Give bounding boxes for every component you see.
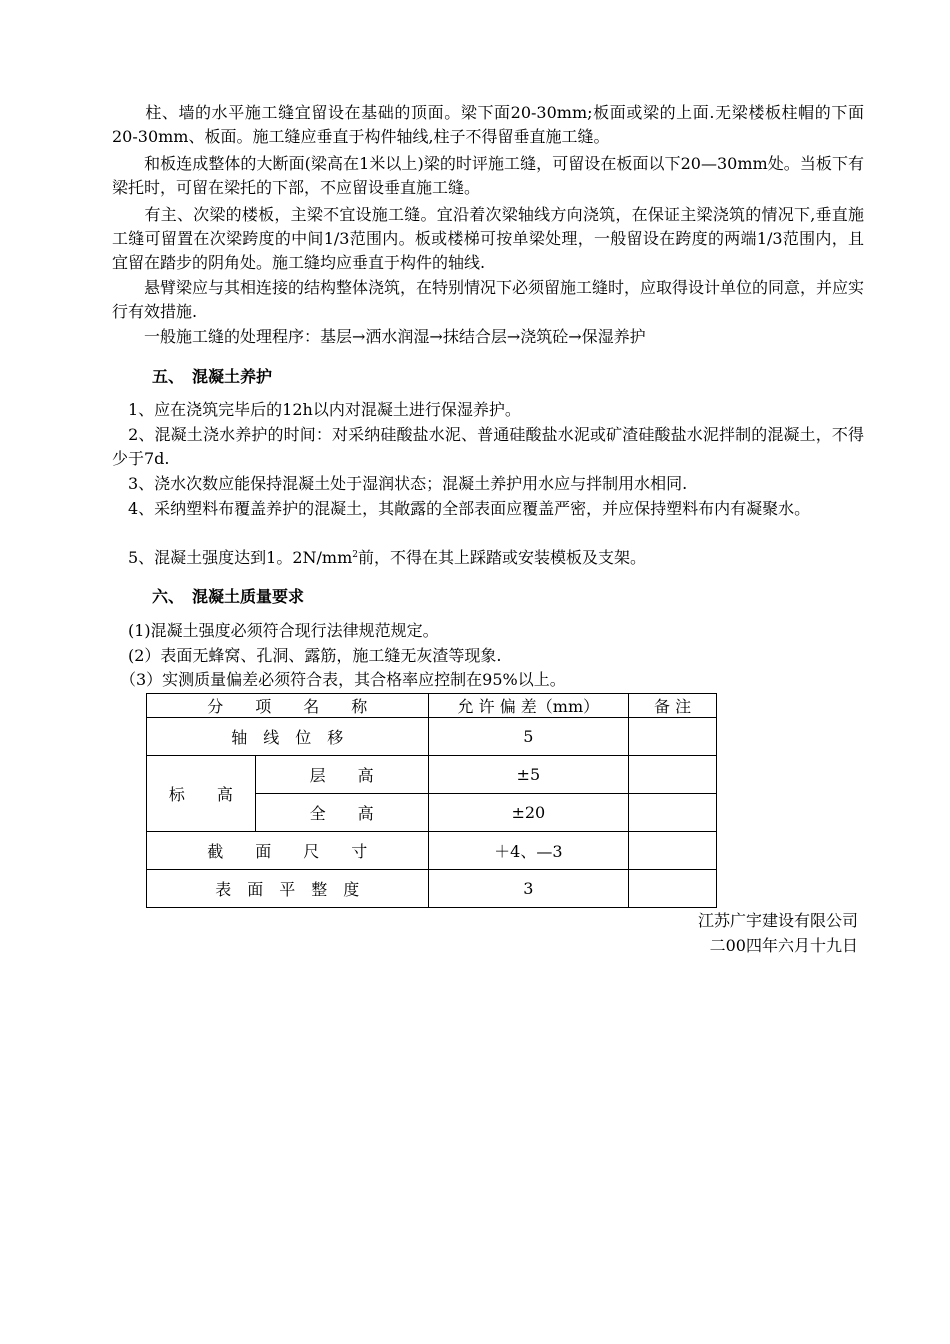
signature-company: 江苏广宇建设有限公司: [697, 911, 858, 930]
curing-item-3: 3、浇水次数应能保持混凝土处于湿润状态；混凝土养护用水应与拌制用水相同.: [112, 474, 688, 493]
paragraph-large-section-beam: 和板连成整体的大断面(梁高在1米以上)梁的时评施工缝，可留设在板面以下20—30mm处。当板下有梁托时，可留在梁托的下部，不应留设垂直施工缝。: [112, 154, 864, 197]
tolerance-table: [146, 693, 717, 908]
quality-item-3: （3）实测质量偏差必须符合表，其合格率应控制在95%以上。: [112, 670, 566, 689]
curing-item-1: 1、应在浇筑完毕后的12h以内对混凝土进行保湿养护。: [112, 400, 521, 419]
signature-date: 二00四年六月十九日: [709, 936, 858, 955]
header-tolerance: 允 许 偏 差（mm）: [428, 694, 629, 718]
cell-floor-name: 层 高: [255, 756, 428, 794]
curing-item-2: 2、混凝土浇水养护的时间：对采纳硅酸盐水泥、普通硅酸盐水泥或矿渣硅酸盐水泥拌制的混凝土，不得少于7d.: [112, 425, 864, 468]
table-header-row: [147, 694, 717, 718]
cell-section-note: [629, 832, 717, 870]
paragraph-cantilever-beam: 悬臂梁应与其相连接的结构整体浇筑，在特别情况下必须留施工缝时，应取得设计单位的同意，并应实行有效措施.: [112, 278, 865, 321]
curing-item-5-tail: 前，不得在其上踩踏或安装模板及支架。: [358, 548, 647, 567]
cell-floor-note: [629, 756, 717, 794]
header-item-name: 分 项 名 称: [147, 694, 429, 718]
superscript-2: 2: [352, 550, 359, 560]
table-row: [147, 870, 717, 908]
header-note: 备 注: [629, 694, 717, 718]
section-heading-quality: 六、 混凝土质量要求: [152, 587, 305, 606]
cell-section-name: 截 面 尺 寸: [147, 832, 429, 870]
cell-axis-note: [629, 718, 717, 756]
cell-axis-value: 5: [428, 718, 629, 756]
table-row: [147, 718, 717, 756]
cell-full-value: ±20: [428, 794, 629, 832]
curing-item-5-text: 5、混凝土强度达到1。2N/mm: [112, 548, 353, 567]
cell-full-name: 全 高: [255, 794, 428, 832]
cell-floor-value: ±5: [428, 756, 629, 794]
cell-flatness-name: 表 面 平 整 度: [147, 870, 429, 908]
cell-flatness-value: 3: [428, 870, 629, 908]
paragraph-joint-procedure: 一般施工缝的处理程序：基层→洒水润湿→抹结合层→浇筑砼→保湿养护: [112, 327, 646, 346]
cell-elevation-group: 标 高: [147, 756, 256, 832]
table-row: [147, 832, 717, 870]
section-heading-curing: 五、 混凝土养护: [152, 367, 273, 386]
cell-section-value: ＋4、—3: [428, 832, 629, 870]
quality-item-2: (2）表面无蜂窝、孔洞、露筋，施工缝无灰渣等现象.: [112, 646, 502, 665]
curing-item-5: [112, 546, 646, 570]
cell-axis-name: 轴 线 位 移: [147, 718, 429, 756]
curing-item-4: 4、采纳塑料布覆盖养护的混凝土，其敞露的全部表面应覆盖严密，并应保持塑料布内有凝聚水。: [112, 499, 811, 518]
table-row: [147, 756, 717, 794]
cell-flatness-note: [629, 870, 717, 908]
cell-full-note: [629, 794, 717, 832]
paragraph-horizontal-joint: 柱、墙的水平施工缝宜留设在基础的顶面。梁下面20-30mm;板面或梁的上面.无梁楼板柱帽的下面20-30mm、板面。施工缝应垂直于构件轴线,柱子不得留垂直施工缝。: [112, 103, 864, 146]
quality-item-1: (1)混凝土强度必须符合现行法律规范规定。: [112, 621, 439, 640]
paragraph-main-secondary-beam: 有主、次梁的楼板，主梁不宜设施工缝。宜沿着次梁轴线方向浇筑，在保证主梁浇筑的情况下,垂直施工缝可留置在次梁跨度的中间1/3范围内。板或楼梯可按单梁处理，一般留设在跨度的两端1/3范围内，且宜留在踏步的阴角处。施工缝均应垂直于构件的轴线.: [112, 205, 864, 272]
